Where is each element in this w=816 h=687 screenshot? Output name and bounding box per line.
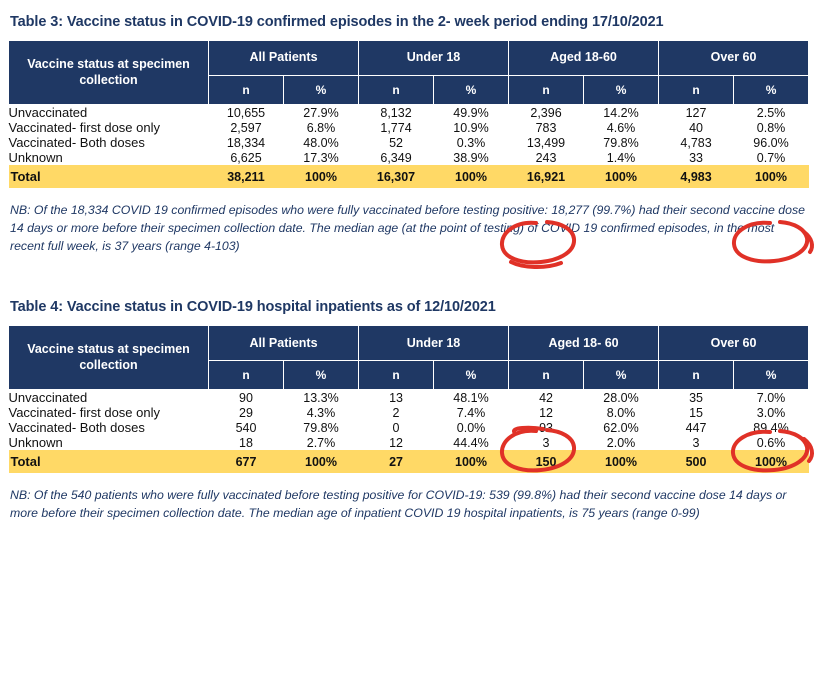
table3-row1-c6: 40 [689,120,703,135]
table4-row2-c4: 93 [539,420,553,435]
table4-row1-c3: 7.4% [456,405,486,420]
table4-group-all-patients: All Patients [209,326,359,361]
table3-row2-c0: 18,334 [226,135,266,150]
table3-row3-c5: 1.4% [606,150,636,165]
table4-row3-label: Unknown [8,435,63,451]
table3-sub-n-over60: n [659,76,734,105]
table4-row2-c6: 447 [685,420,707,435]
table4-total-c6: 500 [659,450,734,473]
table4-sub-n-over60: n [659,361,734,390]
table4-row1-c0: 29 [239,405,253,420]
table3-total-c6: 4,983 [659,165,734,188]
table3-row2-c7: 96.0% [753,135,789,150]
table3-row2-c6: 4,783 [680,135,712,150]
table4-row0-c0: 90 [239,390,253,405]
table-row [9,105,809,121]
table4-row2-c7: 89.4% [753,420,789,435]
table3-total-c2: 16,307 [359,165,434,188]
table3-sub-n-all: n [209,76,284,105]
table3-row2-c4: 13,499 [526,135,566,150]
table4-total-c2: 27 [359,450,434,473]
table4-row2-c5: 62.0% [603,420,639,435]
table3-row1-c3: 10.9% [453,120,489,135]
table3-row1-label: Vaccinated- first dose only [8,120,160,135]
table3-row0-c6: 127 [685,105,707,120]
table4-row2-c0: 540 [235,420,257,435]
table4-row0-c4: 42 [539,390,553,405]
table4-sub-pct-all: % [284,361,359,390]
table3-header-row-groups [9,41,809,76]
table3-wrapper [8,40,808,188]
table3-total-c1: 100% [284,165,359,188]
table3-row3-label: Unknown [8,150,63,165]
table4-header-row-groups [9,326,809,361]
table4-row0-c6: 35 [689,390,703,405]
table3-sub-n-18-60: n [509,76,584,105]
table4-sub-pct-under18: % [434,361,509,390]
table3-note: NB: Of the 18,334 COVID 19 confirmed episodes who were fully vaccinated before testing positive: 18,277 (99.7%) had their second vaccine dose 14 days or more before their specimen collection date. The median age (at the point of testing) of COVID 19 confirmed episodes, in the most recent full week, is 37 years (range 4-103) [10,203,805,253]
table4-total-c0: 677 [209,450,284,473]
table3-row2-c3: 0.3% [456,135,486,150]
table4-title: Table 4: Vaccine status in COVID-19 hospital inpatients as of 12/10/2021 [10,299,496,316]
table4-sub-pct-over60: % [734,361,809,390]
table4-row1-label: Vaccinated- first dose only [8,405,160,421]
table3-row0-c4: 2,396 [530,105,562,120]
table-row [9,390,809,406]
table4-row2-label: Vaccinated- Both doses [8,420,145,436]
table4-row1-c5: 8.0% [606,405,636,420]
table4-row2-c1: 79.8% [303,420,339,435]
table3-row0-label: Unvaccinated [8,105,88,120]
table3-sub-pct-under18: % [434,76,509,105]
table3-row0-c5: 14.2% [603,105,639,120]
table4-row1-c6: 15 [689,405,703,420]
table4-sub-n-18-60: n [509,361,584,390]
section-spacer [8,255,808,295]
table4-row0-c3: 48.1% [453,390,489,405]
table4-row3-c2: 12 [389,435,403,450]
table3-total-label: Total [9,165,209,188]
table3-row3-c1: 17.3% [303,150,339,165]
table3-row0-c1: 27.9% [303,105,339,120]
table4-sub-n-all: n [209,361,284,390]
table-row [9,150,809,165]
table4-row1-c2: 2 [392,405,400,420]
table3-row0-c0: 10,655 [226,105,266,120]
table3-group-over-60: Over 60 [659,41,809,76]
table4-total-label: Total [9,450,209,473]
table4-row0-c2: 13 [389,390,403,405]
table3-total-c7: 100% [734,165,809,188]
table-row [9,120,809,135]
table4-group-over-60: Over 60 [659,326,809,361]
table4-row1-c1: 4.3% [306,405,336,420]
table4-total-c5: 100% [584,450,659,473]
table3-row3-c0: 6,625 [230,150,262,165]
table4-row2-c2: 0 [392,420,400,435]
table4-row3-c5: 2.0% [606,435,636,450]
table3-row2-c1: 48.0% [303,135,339,150]
table3-row3-c4: 243 [535,150,557,165]
table-row [9,420,809,435]
table4-row3-c1: 2.7% [306,435,336,450]
table4-row0-c1: 13.3% [303,390,339,405]
table4-total-c3: 100% [434,450,509,473]
table3-status-header: Vaccine status at specimen collection [9,41,209,105]
table-row [9,435,809,450]
table4-row1-c4: 12 [539,405,553,420]
table3-row3-c2: 6,349 [380,150,412,165]
table4-status-header: Vaccine status at specimen collection [9,326,209,390]
table3-sub-pct-over60: % [734,76,809,105]
table3-group-under-18: Under 18 [359,41,509,76]
table3-row3-c3: 38.9% [453,150,489,165]
table3-group-aged-18-60: Aged 18-60 [509,41,659,76]
table3-total-c0: 38,211 [209,165,284,188]
table4-note: NB: Of the 540 patients who were fully vaccinated before testing positive for COVID-19: 539 (99.8%) had their second vaccine dose 14 days or more before their specimen collection date. The median age of inpatient COVID 19 hospital inpatients, is 75 years (range 0-99) [10,488,787,521]
table3-row0-c3: 49.9% [453,105,489,120]
table3-row2-c2: 52 [389,135,403,150]
table4-row3-c0: 18 [239,435,253,450]
table4-row1-c7: 3.0% [756,405,786,420]
table4-sub-n-under18: n [359,361,434,390]
table3-title: Table 3: Vaccine status in COVID-19 confirmed episodes in the 2- week period ending 17/10/2021 [10,14,664,30]
table3-group-all-patients: All Patients [209,41,359,76]
table3 [8,40,809,188]
table3-row1-c5: 4.6% [606,120,636,135]
table3-row2-label: Vaccinated- Both doses [8,135,145,150]
table3-row2-c5: 79.8% [603,135,639,150]
table3-sub-pct-all: % [284,76,359,105]
table4-row3-c6: 3 [692,435,700,450]
table3-row3-c7: 0.7% [756,150,786,165]
table3-row1-c1: 6.8% [306,120,336,135]
table4-wrapper [8,325,808,473]
table3-sub-n-under18: n [359,76,434,105]
table4-row0-c5: 28.0% [603,390,639,405]
table3-row1-c4: 783 [535,120,557,135]
table4-row0-label: Unvaccinated [8,390,88,406]
table4-row3-c3: 44.4% [453,435,489,450]
table4-total-c7: 100% [734,450,809,473]
table3-row3-c6: 33 [689,150,703,165]
table3-row0-c7: 2.5% [756,105,786,120]
table3-total-c4: 16,921 [509,165,584,188]
table4-total-c4: 150 [509,450,584,473]
table4-total-row [9,450,809,473]
table4-total-c1: 100% [284,450,359,473]
table4-group-aged-18-60: Aged 18- 60 [509,326,659,361]
table4-group-under-18: Under 18 [359,326,509,361]
table4-sub-pct-18-60: % [584,361,659,390]
table4-row3-c7: 0.6% [756,435,786,450]
table3-total-row [9,165,809,188]
table3-row1-c0: 2,597 [230,120,262,135]
table3-total-c5: 100% [584,165,659,188]
table-row [9,405,809,420]
table3-row1-c7: 0.8% [756,120,786,135]
table4 [8,325,809,473]
table3-total-c3: 100% [434,165,509,188]
table3-sub-pct-18-60: % [584,76,659,105]
table4-row0-c7: 7.0% [756,390,786,405]
table4-row2-c3: 0.0% [456,420,486,435]
table3-row1-c2: 1,774 [380,120,412,135]
table4-row3-c4: 3 [542,435,550,450]
table-row [9,135,809,150]
table3-row0-c2: 8,132 [380,105,412,120]
